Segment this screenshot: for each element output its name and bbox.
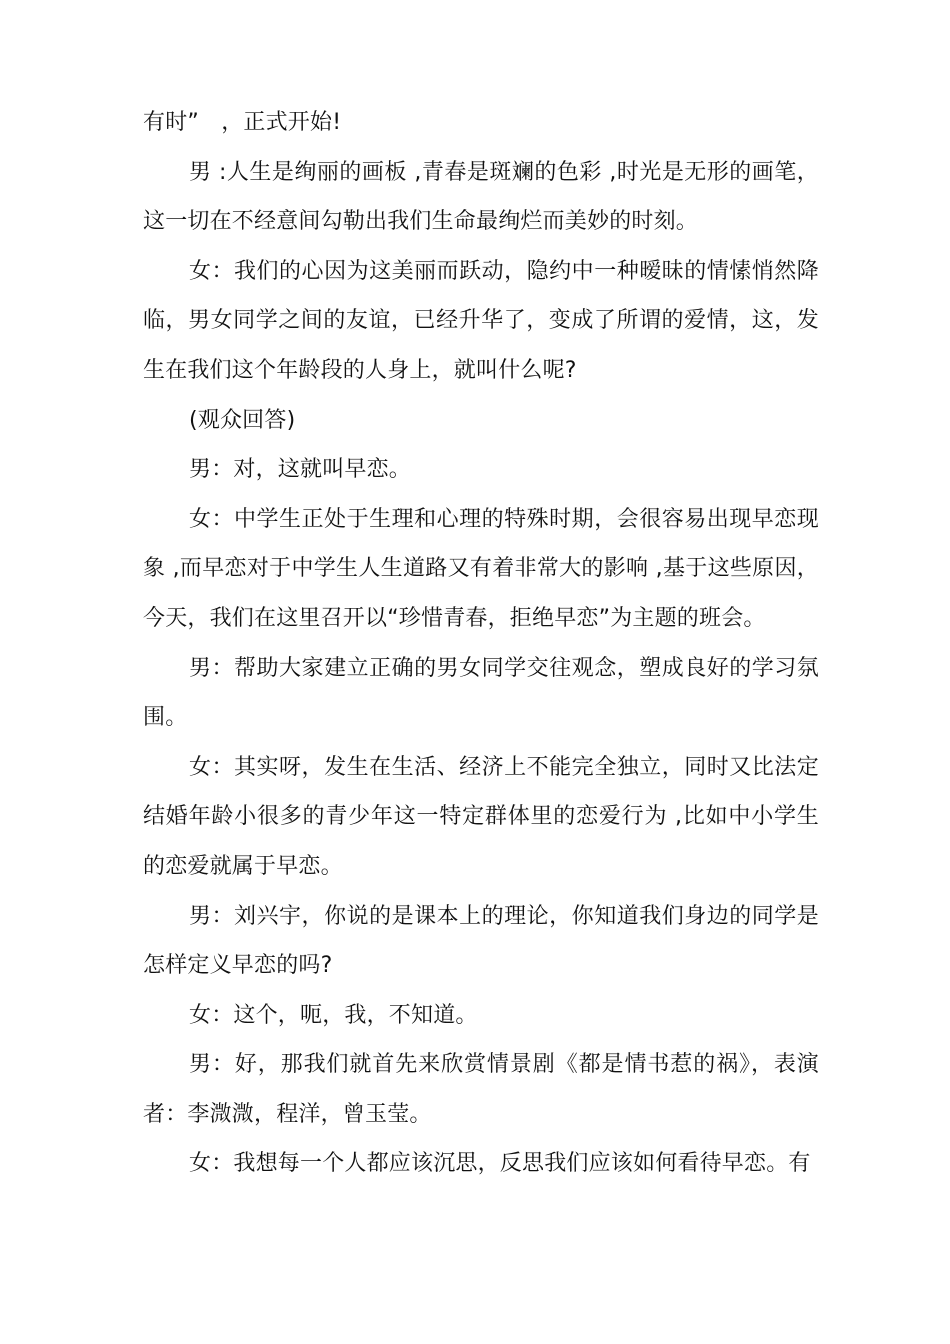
paragraph-male-line-5: 男：好，那我们就首先来欣赏情景剧《都是情书惹的祸》，表演者：李溦溦，程洋，曾玉莹。 (143, 1052, 819, 1127)
paragraph-male-line-3: 男：帮助大家建立正确的男女同学交往观念，塑成良好的学习氛围。 (143, 655, 819, 731)
paragraph-female-line-3: 女：其实呀，发生在生活、经济上不能完全独立，同时又比法定结婚年龄小很多的青少年这一特定群体里的恋爱行为 ,比如中小学生的恋爱就属于早恋。 (143, 754, 819, 879)
paragraph-female-line-1: 女：我们的心因为这美丽而跃动，隐约中一种暧昧的情愫悄然降临，男女同学之间的友谊，已经升华了，变成了所谓的爱情，这，发生在我们这个年龄段的人身上，就叫什么呢? (143, 258, 819, 383)
paragraph-female-line-5: 女：我想每一个人都应该沉思，反思我们应该如何看待早恋。有 (189, 1151, 811, 1177)
paragraph-female-line-4: 女：这个，呃，我，不知道。 (189, 1002, 478, 1028)
paragraph-female-line-2: 女：中学生正处于生理和心理的特殊时期，会很容易出现早恋现象 ,而早恋对于中学生人生道路又有着非常大的影响 ,基于这些原因，今天，我们在这里召开以“珍惜青春，拒绝早恋”为主题的班会。 (143, 506, 819, 631)
document-body (143, 98, 819, 1189)
paragraph-male-line-4: 男：刘兴宇，你说的是课本上的理论，你知道我们身边的同学是怎样定义早恋的吗? (143, 903, 819, 979)
paragraph-audience-answer: (观众回答) (189, 407, 296, 433)
paragraph-male-line-2: 男：对，这就叫早恋。 (189, 457, 412, 483)
paragraph-male-line-1: 男 :人生是绚丽的画板 ,青春是斑斓的色彩 ,时光是无形的画笔，这一切在不经意间勾勒出我们生命最绚烂而美妙的时刻。 (143, 159, 819, 235)
paragraph-continuation: 有时” ，正式开始! (143, 110, 342, 135)
